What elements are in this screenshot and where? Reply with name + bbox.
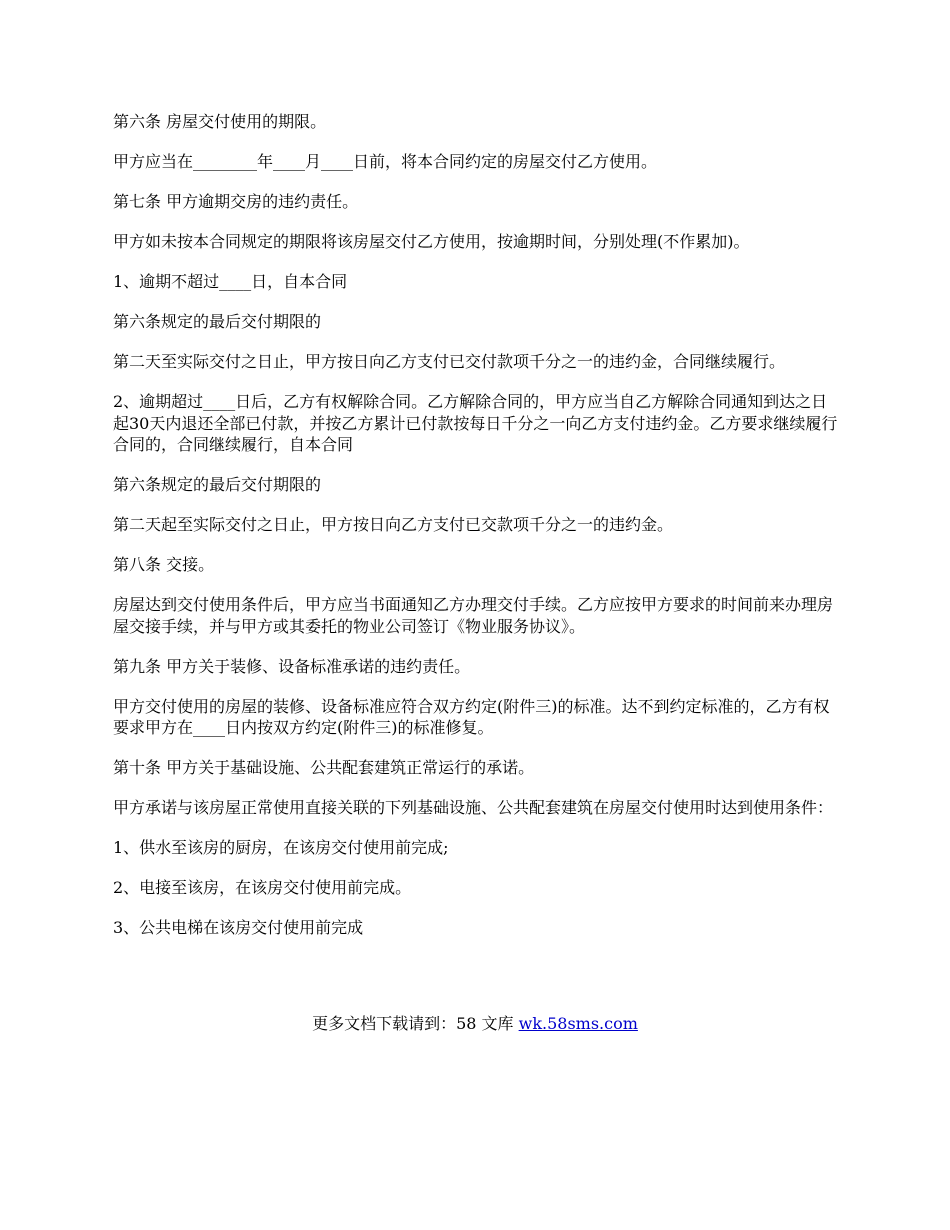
- clause-10-item-1: 1、供水至该房的厨房，在该房交付使用前完成;: [113, 838, 449, 857]
- clause-10-item-2: 2、电接至该房，在该房交付使用前完成。: [113, 878, 412, 897]
- document-body: [113, 111, 843, 957]
- page-footer: [0, 1013, 950, 1035]
- clause-9-text: 甲方交付使用的房屋的装修、设备标准应符合双方约定(附件三)的标准。达不到约定标准的，乙方有权要求甲方在____日内按双方约定(附件三)的标准修复。: [113, 696, 830, 737]
- clause-7-item-1-cont-a: 第六条规定的最后交付期限的: [113, 312, 322, 331]
- clause-7-item-2-cont-b: 第二天起至实际交付之日止，甲方按日向乙方支付已交款项千分之一的违约金。: [113, 515, 674, 534]
- clause-7-item-2-cont-a: 第六条规定的最后交付期限的: [113, 475, 322, 494]
- footer-download-link[interactable]: wk.58sms.com: [518, 1014, 638, 1033]
- clause-7-item-1-cont-b: 第二天至实际交付之日止，甲方按日向乙方支付已交付款项千分之一的违约金，合同继续履行。: [113, 352, 786, 371]
- clause-10-text: 甲方承诺与该房屋正常使用直接关联的下列基础设施、公共配套建筑在房屋交付使用时达到使用条件：: [113, 798, 834, 817]
- clause-6-title: 第六条 房屋交付使用的期限。: [113, 112, 327, 131]
- clause-8-text: 房屋达到交付使用条件后，甲方应当书面通知乙方办理交付手续。乙方应按甲方要求的时间前来办理房屋交接手续，并与甲方或其委托的物业公司签订《物业服务协议》。: [113, 595, 834, 636]
- clause-7-text: 甲方如未按本合同规定的期限将该房屋交付乙方使用，按逾期时间，分别处理(不作累加)。: [113, 232, 750, 251]
- clause-10-title: 第十条 甲方关于基础设施、公共配套建筑正常运行的承诺。: [113, 758, 535, 777]
- footer-prefix-text: 更多文档下载请到：58 文库: [312, 1014, 519, 1033]
- clause-7-title: 第七条 甲方逾期交房的违约责任。: [113, 192, 359, 211]
- clause-10-item-3: 3、公共电梯在该房交付使用前完成: [113, 918, 364, 937]
- clause-6-text: 甲方应当在________年____月____日前，将本合同约定的房屋交付乙方使用。: [113, 152, 658, 171]
- clause-7-item-1: 1、逾期不超过____日，自本合同: [113, 272, 348, 291]
- clause-8-title: 第八条 交接。: [113, 555, 215, 574]
- clause-9-title: 第九条 甲方关于装修、设备标准承诺的违约责任。: [113, 656, 471, 676]
- clause-7-item-2: 2、逾期超过____日后，乙方有权解除合同。乙方解除合同的，甲方应当自乙方解除合同通知到达之日起30天内退还全部已付款，并按乙方累计已付款按每日千分之一向乙方支付违约金。乙方要求继续履行合同的，合同继续履行，自本合同: [113, 392, 838, 454]
